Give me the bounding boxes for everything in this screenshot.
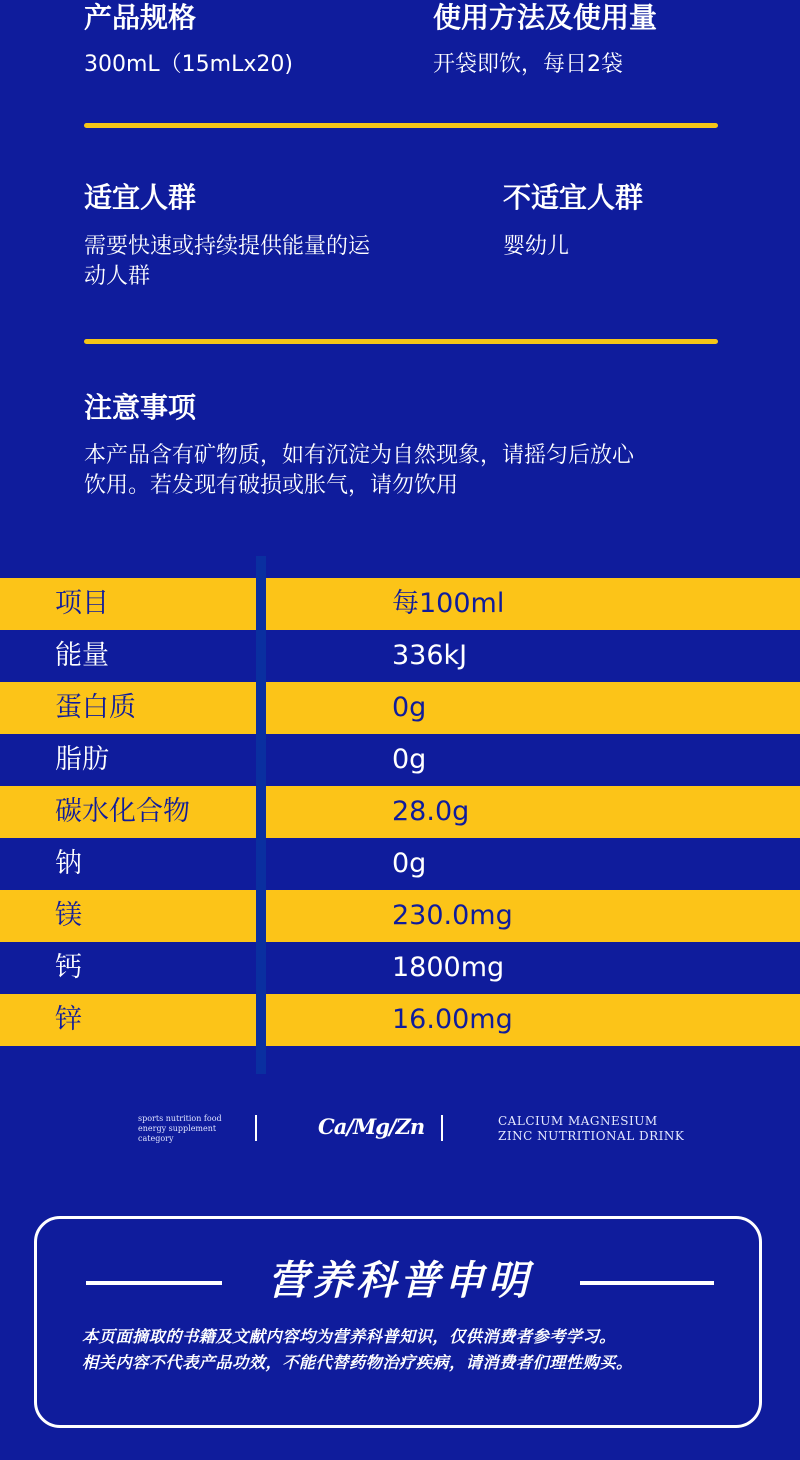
disclaimer-box bbox=[34, 1216, 762, 1428]
table-cell-item: 碳水化合物 bbox=[55, 796, 190, 827]
table-cell-value: 0g bbox=[392, 692, 427, 723]
notice-title: 注意事项 bbox=[84, 391, 197, 424]
category-tag bbox=[138, 1114, 222, 1144]
table-row bbox=[0, 838, 800, 890]
disclaimer-line-2: 相关内容不代表产品功效，不能代替药物治疗疾病，请消费者们理性购买。 bbox=[82, 1353, 633, 1372]
table-row bbox=[0, 630, 800, 682]
unsuitable-value: 婴幼儿 bbox=[503, 234, 570, 259]
table-cell-value: 16.00mg bbox=[392, 1004, 513, 1035]
minerals-tag: Ca/Mg/Zn bbox=[318, 1114, 425, 1139]
category-line-2: energy supplement bbox=[138, 1124, 217, 1133]
table-cell-item: 脂肪 bbox=[55, 744, 109, 775]
unsuitable-title: 不适宜人群 bbox=[503, 181, 644, 214]
table-cell-value: 1800mg bbox=[392, 952, 505, 983]
table-cell-item: 钠 bbox=[55, 848, 82, 879]
disclaimer-title: 营养科普申明 bbox=[268, 1258, 532, 1304]
nutrition-table bbox=[0, 578, 800, 1046]
table-cell-item: 蛋白质 bbox=[55, 692, 136, 723]
usage-title: 使用方法及使用量 bbox=[433, 1, 658, 34]
separator bbox=[441, 1115, 443, 1141]
category-line-3: category bbox=[138, 1134, 174, 1143]
divider-line bbox=[84, 123, 718, 128]
disclaimer-line-1: 本页面摘取的书籍及文献内容均为营养科普知识，仅供消费者参考学习。 bbox=[82, 1327, 616, 1346]
table-row bbox=[0, 942, 800, 994]
suitable-line-2: 动人群 bbox=[84, 264, 151, 289]
title-dash-right bbox=[580, 1281, 714, 1285]
drink-tag bbox=[498, 1114, 684, 1144]
table-cell-value: 0g bbox=[392, 744, 427, 775]
table-cell-item: 钙 bbox=[55, 952, 82, 983]
table-row bbox=[0, 734, 800, 786]
table-cell-value: 336kJ bbox=[392, 640, 468, 671]
suitable-line-1: 需要快速或持续提供能量的运 bbox=[84, 234, 371, 259]
table-cell-value: 28.0g bbox=[392, 796, 470, 827]
usage-value: 开袋即饮，每日2袋 bbox=[433, 52, 623, 77]
table-row bbox=[0, 890, 800, 942]
table-column-divider bbox=[256, 556, 266, 1074]
table-cell-value: 0g bbox=[392, 848, 427, 879]
table-row bbox=[0, 682, 800, 734]
divider-line bbox=[84, 339, 718, 344]
spec-value: 300mL（15mLx20) bbox=[84, 52, 293, 77]
table-row bbox=[0, 994, 800, 1046]
table-row bbox=[0, 786, 800, 838]
notice-line-1: 本产品含有矿物质，如有沉淀为自然现象，请摇匀后放心 bbox=[84, 443, 635, 468]
table-header-item: 项目 bbox=[55, 588, 109, 619]
table-cell-item: 锌 bbox=[55, 1004, 82, 1035]
spec-title: 产品规格 bbox=[84, 1, 197, 34]
table-cell-item: 能量 bbox=[55, 640, 109, 671]
suitable-title: 适宜人群 bbox=[84, 181, 197, 214]
table-cell-value: 230.0mg bbox=[392, 900, 513, 931]
table-row bbox=[0, 578, 800, 630]
notice-line-2: 饮用。若发现有破损或胀气，请勿饮用 bbox=[84, 473, 459, 498]
separator bbox=[255, 1115, 257, 1141]
drink-line-1: CALCIUM MAGNESIUM bbox=[498, 1114, 658, 1128]
drink-line-2: ZINC NUTRITIONAL DRINK bbox=[498, 1129, 685, 1143]
title-dash-left bbox=[86, 1281, 222, 1285]
category-line-1: sports nutrition food bbox=[138, 1114, 222, 1123]
table-header-value: 每100ml bbox=[392, 588, 505, 619]
table-cell-item: 镁 bbox=[55, 900, 82, 931]
